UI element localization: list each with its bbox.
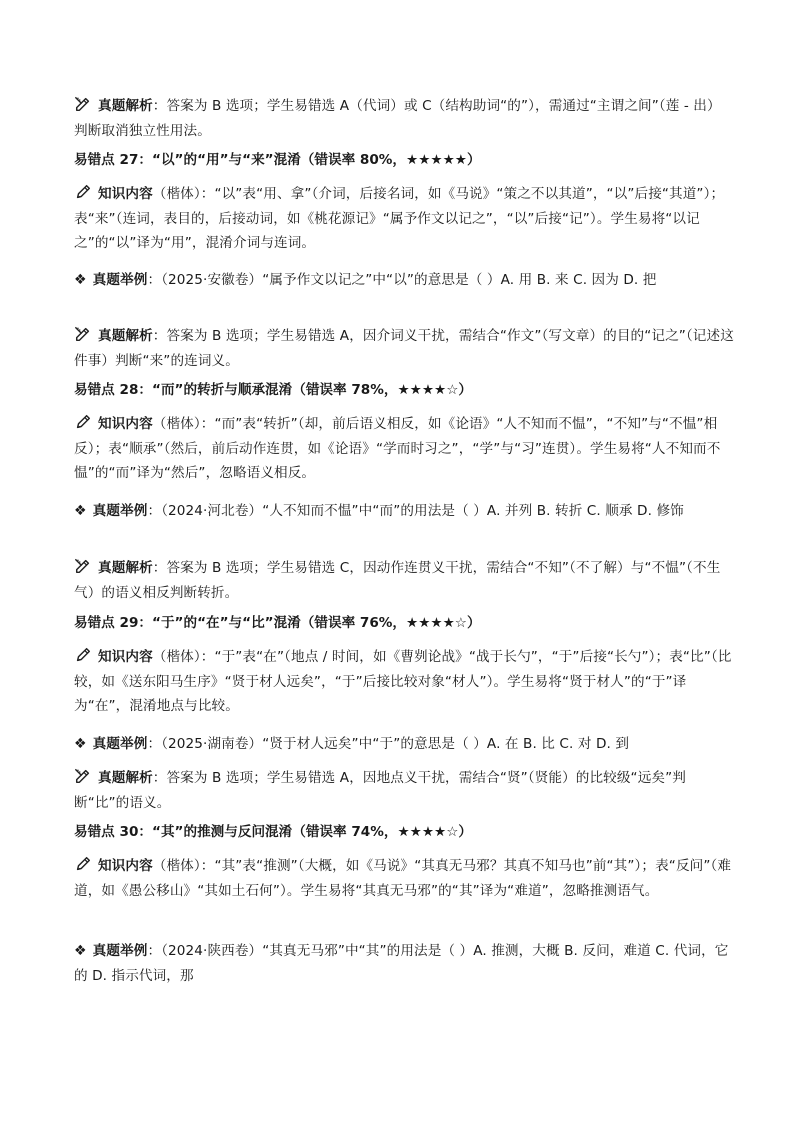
analysis-text: ：答案为 B 选项；学生易错选 C，因动作连贯义干扰，需结合“不知”（不了解）与“不愠”（不生气）的语义相反判断转折。: [74, 560, 721, 601]
ruler-pencil-icon: [74, 95, 92, 113]
example-paragraph: [74, 268, 734, 293]
analysis-text: ：答案为 B 选项；学生易错选 A，因介词义干扰，需结合“作文”（写文章）的目的“记之”（记述这件事）判断“来”的连词义。: [74, 328, 734, 369]
analysis-label: 真题解析: [98, 560, 153, 576]
ruler-pencil-icon: [74, 767, 92, 785]
pencil-icon: [74, 413, 92, 431]
knowledge-text: （楷体）：“于”表“在”（地点 / 时间，如《曹刿论战》“战于长勺”，“于”后接“长勺”）；表“比”（比较，如《送东阳马生序》“贤于材人远矣”，“于”后接比较对象“材人”）。学生易将“贤于材人”的“于”译为“在”，混淆地点与比较。: [74, 649, 732, 714]
example-paragraph: [74, 732, 734, 757]
analysis-paragraph: [74, 94, 734, 143]
knowledge-paragraph: [74, 645, 734, 719]
error-point-heading: 易错点 27：“以”的“用”与“来”混淆（错误率 80%，★★★★★）: [74, 152, 481, 168]
example-label: 真题举例: [92, 272, 148, 288]
diamond-bullet-icon: ❖: [74, 503, 87, 519]
error-point-heading: 易错点 28：“而”的转折与顺承混淆（错误率 78%，★★★★☆）: [74, 382, 473, 398]
example-text: ：（2025·安徽卷）“属予作文以记之”中“以”的意思是（ ）A. 用 B. 来 C. 因为 D. 把: [147, 272, 657, 288]
knowledge-label: 知识内容: [98, 416, 153, 432]
diamond-bullet-icon: ❖: [74, 736, 87, 752]
pencil-icon: [74, 646, 92, 664]
pencil-icon: [74, 855, 92, 873]
knowledge-paragraph: [74, 182, 734, 256]
knowledge-label: 知识内容: [98, 186, 153, 202]
example-label: 真题举例: [92, 943, 148, 959]
knowledge-paragraph: [74, 412, 734, 486]
analysis-label: 真题解析: [98, 328, 153, 344]
example-text: ：（2024·陕西卷）“其真无马邪”中“其”的用法是（ ）A. 推测，大概 B. 反问，难道 C. 代词，它的 D. 指示代词，那: [74, 943, 729, 984]
knowledge-label: 知识内容: [98, 649, 153, 665]
diamond-bullet-icon: ❖: [74, 943, 87, 959]
error-point-heading: 易错点 30：“其”的推测与反问混淆（错误率 74%，★★★★☆）: [74, 824, 473, 840]
analysis-label: 真题解析: [98, 770, 153, 786]
example-paragraph: [74, 939, 734, 988]
analysis-paragraph: [74, 766, 734, 815]
ruler-pencil-icon: [74, 557, 92, 575]
analysis-text: ：答案为 B 选项；学生易错选 A，因地点义干扰，需结合“贤”（贤能）的比较级“远矣”判断“比”的语义。: [74, 770, 686, 811]
ruler-pencil-icon: [74, 325, 92, 343]
analysis-paragraph: [74, 556, 734, 605]
example-text: ：（2025·湖南卷）“贤于材人远矣”中“于”的意思是（ ）A. 在 B. 比 C. 对 D. 到: [147, 736, 630, 752]
example-text: ：（2024·河北卷）“人不知而不愠”中“而”的用法是（ ）A. 并列 B. 转折 C. 顺承 D. 修饰: [147, 503, 684, 519]
example-label: 真题举例: [92, 736, 148, 752]
analysis-label: 真题解析: [98, 98, 153, 114]
knowledge-label: 知识内容: [98, 858, 153, 874]
pencil-icon: [74, 183, 92, 201]
analysis-paragraph: [74, 324, 734, 373]
analysis-text: ：答案为 B 选项；学生易错选 A（代词）或 C（结构助词“的”），需通过“主谓之间”（莲 - 出）判断取消独立性用法。: [74, 98, 721, 139]
example-label: 真题举例: [92, 503, 148, 519]
knowledge-text: （楷体）：“其”表“推测”（大概，如《马说》“其真无马邪？其真不知马也”前“其”）；表“反问”（难道，如《愚公移山》“其如土石何”）。学生易将“其真无马邪”的“其”译为“难道”，忽略推测语气。: [74, 858, 732, 899]
error-point-heading: 易错点 29：“于”的“在”与“比”混淆（错误率 76%，★★★★☆）: [74, 615, 481, 631]
diamond-bullet-icon: ❖: [74, 272, 87, 288]
example-paragraph: [74, 499, 734, 524]
knowledge-text: （楷体）：“以”表“用、拿”（介词，后接名词，如《马说》“策之不以其道”，“以”后接“其道”）；表“来”（连词，表目的，后接动词，如《桃花源记》“属予作文以记之”，“以”后接“记”）。学生易将“以记之”的“以”译为“用”，混淆介词与连词。: [74, 186, 725, 251]
knowledge-text: （楷体）：“而”表“转折”（却，前后语义相反，如《论语》“人不知而不愠”，“不知”与“不愠”相反）；表“顺承”（然后，前后动作连贯，如《论语》“学而时习之”，“学”与“习”连贯）。学生易将“人不知而不愠”的“而”译为“然后”，忽略语义相反。: [74, 416, 721, 481]
knowledge-paragraph: [74, 854, 734, 903]
